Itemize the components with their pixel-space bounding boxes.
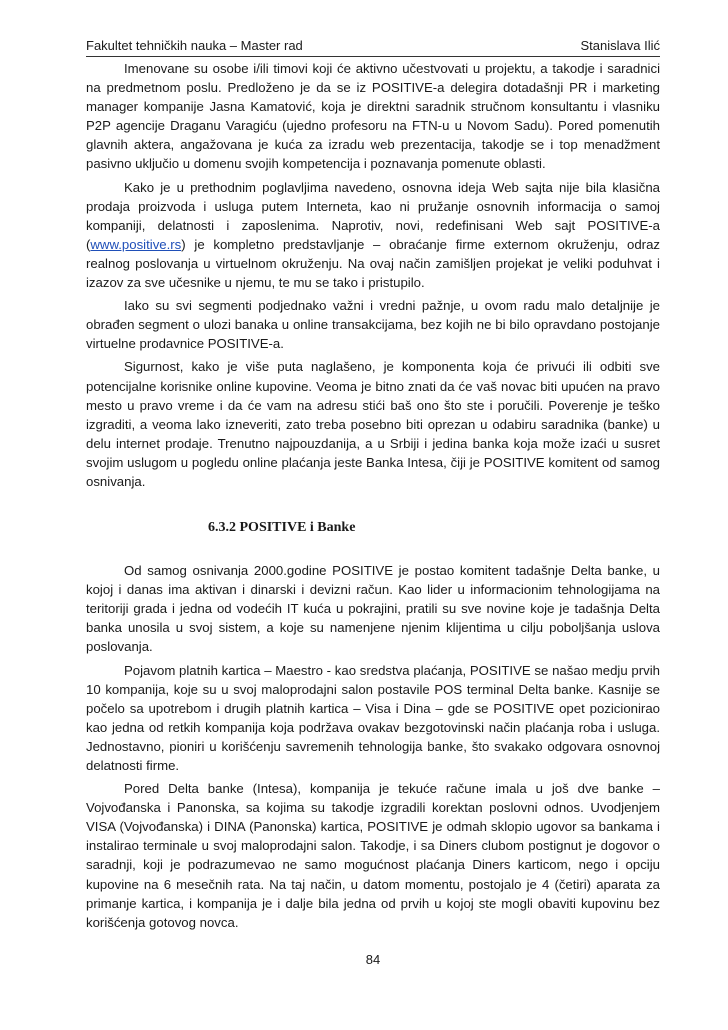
paragraph-2 [86, 178, 660, 293]
document-page [86, 38, 660, 967]
positive-website-link[interactable]: www.positive.rs [90, 236, 182, 252]
paragraph-2-text-b: ) je kompletno predstavljanje – obraćanje firme externom okruženju, odraz realnog poslovanja u virtuelnom okruženju. Na ovaj način zamišljen projekat je veliki poduhvat i izazov za sve učesnike u njemu, te mu se tako i pristupilo. [86, 236, 660, 291]
section-heading: 6.3.2 POSITIVE i Banke [208, 520, 356, 536]
paragraph-4: Sigurnost, kako je više puta naglašeno, je komponenta koja će privući ili odbiti sve potencijalne korisnike online kupovine. Veoma je bitno znati da će vaš novac biti upućen na pravo mesto u pravo vreme i da će vam na adresu stići baš ono što ste i poručili. Poverenje je teško izgraditi, a veoma lako izneveriti, zato treba posebno biti oprezan u odabiru saradnika (banke) u delu internet prodaje. Trenutno najpouzdanija, a u Srbiji i jedina banka koja može izaći u susret svojim uslugom u pogledu online plaćanja jeste Banka Intesa, čiji je POSITIVE komitent od samog osnivanja. [86, 359, 660, 489]
document-body [86, 59, 660, 932]
header-left-title: Fakultet tehničkih nauka – Master rad [86, 38, 303, 53]
header-author: Stanislava Ilić [580, 38, 660, 53]
paragraph-2-text-a: Kako je u prethodnim poglavljima navedeno, osnovna ideja Web sajta nije bila klasična prodaja proizvoda i usluga putem Interneta, kao ni pružanje osnovnih informacija o samoj kompaniji, delatnosti i zaposlenima. Naprotiv, novi, redefinisani Web sajt POSITIVE-a ( [86, 179, 660, 252]
paragraph-6: Pojavom platnih kartica – Maestro - kao sredstva plaćanja, POSITIVE se našao medju prvih 10 kompanija, koje su u svoj maloprodajni salon postavile POS terminal Delta banke. Kasnije se počelo sa upotrebom i drugih platnih kartica – Visa i Dina – gde se POSITIVE opet pozicionirao kao jedna od retkih kompanija koja podržava ovakav bezgotovinski način plaćanja roba i usluga. Jednostavno, pioniri u korišćenju savremenih tehnologija banke, što svakako odgovara osnovnoj delatnosti firme. [86, 662, 660, 773]
paragraph-5: Od samog osnivanja 2000.godine POSITIVE je postao komitent tadašnje Delta banke, u kojoj i danas ima aktivan i dinarski i devizni račun. Kao lider u informacionim tehnologijama na teritoriji grada i jedna od vodećih IT kuća u pokrajini, pratili su sve novine koje je tadašnja Delta banka unosila u svoj sistem, a koje su namenjene njenim klijentima u cilju poboljšanja uslova poslovanja. [86, 563, 660, 655]
paragraph-3: Iako su svi segmenti podjednako važni i vredni pažnje, u ovom radu malo detaljnije je obrađen segment o ulozi banaka u online transakcijama, bez kojih ne bi bilo opravdano postojanje virtuelne prodavnice POSITIVE-a. [86, 298, 660, 352]
paragraph-1: Imenovane su osobe i/ili timovi koji će aktivno učestvovati u projektu, a takodje i saradnici na predmetnom poslu. Predloženo je da se iz POSITIVE-a delegira dotadašnji PR i marketing manager kompanije Jasna Kamatović, koja je direktni saradnik stručnom konsultantu i vlasniku P2P agencije Draganu Varagiću (ujedno profesoru na FTN-u u Novom Sadu). Pored pomenutih glavnih aktera, angažovana je kuća za izradu web prezentacija, takodje se i top menadžment pasivno uključio u domenu svojih kompetencija i poznavanja pomenute oblasti. [86, 61, 660, 172]
paragraph-7: Pored Delta banke (Intesa), kompanija je tekuće račune imala u još dve banke – Vojvođanska i Panonska, sa kojima su takodje izgradili korektan poslovni odnos. Uvodjenjem VISA (Vojvođanska) i DINA (Panonska) kartica, POSITIVE je odmah sklopio ugovor sa bankama i instalirao terminale u svoj maloprodajni salon. Takodje, i sa Diners clubom postignut je dogovor o saradnji, koji je podrazumevao ne samo mogućnost plaćanja Diners karticom, nego i opciju kupovine na 6 mesečnih rata. Na taj način, u datom momentu, postojalo je 4 (četiri) aparata za primanje kartica, i kompanija je i dalje bila jedna od prvih u kojoj ste mogli obaviti kupovinu bez korišćenja gotovog novca. [86, 781, 660, 930]
page-number: 84 [365, 952, 381, 967]
page-header [86, 38, 660, 57]
